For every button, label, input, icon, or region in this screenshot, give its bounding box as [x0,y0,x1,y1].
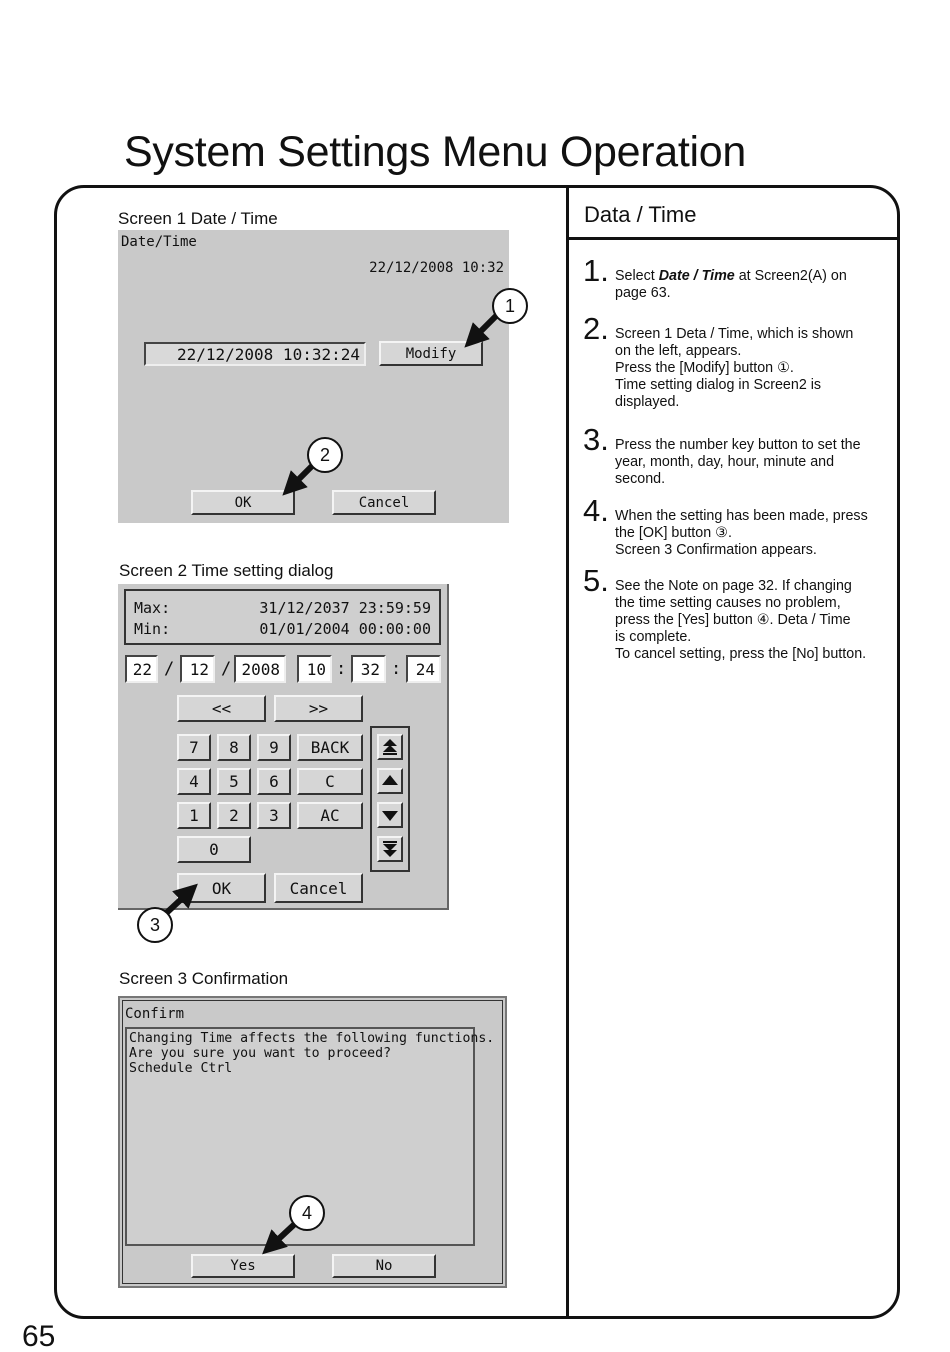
section-heading: Data / Time [584,202,697,227]
max-value: 31/12/2037 23:59:59 [259,599,431,617]
step-line: page 63. [615,285,671,301]
step-line: displayed. [615,394,680,410]
step-text [615,268,887,302]
hour-field[interactable]: 10 [297,655,332,683]
step-text [615,578,887,663]
step-number: 1. [583,253,609,288]
callout-3: 3 [137,907,173,943]
minute-field[interactable]: 32 [351,655,386,683]
month-field[interactable]: 12 [180,655,215,683]
yes-button[interactable]: Yes [191,1254,295,1278]
step-line: is complete. [615,629,692,645]
key-5-button[interactable]: 5 [217,768,251,795]
time-separator: : [391,659,402,679]
message-line: Changing Time affects the following functions. [129,1031,495,1046]
day-field[interactable]: 22 [125,655,158,683]
cancel-button[interactable]: Cancel [274,873,363,903]
screen1-title: Date/Time [121,234,197,250]
all-clear-button[interactable]: AC [297,802,363,829]
min-value: 01/01/2004 00:00:00 [259,620,431,638]
screen3-caption: Screen 3 Confirmation [119,969,289,988]
step-number: 2. [583,311,609,346]
min-label: Min: [134,620,171,638]
ok-button[interactable]: OK [177,873,266,903]
max-label: Max: [134,599,171,617]
key-7-button[interactable]: 7 [177,734,211,761]
step-text [615,326,887,411]
step-line: To cancel setting, press the [No] button. [615,646,867,662]
step-line: the [OK] button ③. [615,525,732,541]
step-text-part: at Screen2(A) on [734,268,847,284]
message-line: Schedule Ctrl [129,1061,233,1076]
key-6-button[interactable]: 6 [257,768,291,795]
step-number: 5. [583,563,609,598]
year-field[interactable]: 2008 [234,655,286,683]
step-emphasis: Date / Time [658,268,735,284]
step-line: When the setting has been made, press [615,508,868,524]
key-9-button[interactable]: 9 [257,734,291,761]
modify-button[interactable]: Modify [379,341,483,366]
step-text-part: Select [615,268,659,284]
step-line: Time setting dialog in Screen2 is [615,377,822,393]
step-line: Press the [Modify] button ①. [615,360,794,376]
key-2-button[interactable]: 2 [217,802,251,829]
back-button[interactable]: BACK [297,734,363,761]
step-line: Screen 1 Deta / Time, which is shown [615,326,854,342]
callout-4: 4 [289,1195,325,1231]
screen3-title: Confirm [125,1006,185,1022]
step-number: 3. [583,422,609,457]
screen2-caption: Screen 2 Time setting dialog [119,561,334,580]
page-title: System Settings Menu Operation [124,128,746,176]
clear-button[interactable]: C [297,768,363,795]
page-number: 65 [22,1320,56,1352]
no-button[interactable]: No [332,1254,436,1278]
date-separator: / [164,659,175,679]
step-line: See the Note on page 32. If changing [615,578,852,594]
step-number: 4. [583,493,609,528]
next-field-button[interactable]: >> [274,695,363,722]
datetime-field-value: 22/12/2008 10:32:24 [176,344,360,364]
second-field[interactable]: 24 [406,655,441,683]
key-4-button[interactable]: 4 [177,768,211,795]
callout-2: 2 [307,437,343,473]
screen1-caption: Screen 1 Date / Time [118,209,278,228]
key-0-button[interactable]: 0 [177,836,251,863]
time-separator: : [336,659,347,679]
date-separator: / [221,659,232,679]
message-line: Are you sure you want to proceed? [129,1046,392,1061]
step-line: the time setting causes no problem, [615,595,841,611]
step-text [615,437,887,488]
cancel-button[interactable]: Cancel [332,490,436,515]
prev-field-button[interactable]: << [177,695,266,722]
step-line: Screen 3 Confirmation appears. [615,542,817,558]
step-line: year, month, day, hour, minute and [615,454,835,470]
step-line: second. [615,471,666,487]
callout-1: 1 [492,288,528,324]
step-line: press the [Yes] button ④. Deta / Time [615,612,851,628]
step-text [615,508,887,559]
step-line: Press the number key button to set the [615,437,861,453]
ok-button[interactable]: OK [191,490,295,515]
key-1-button[interactable]: 1 [177,802,211,829]
step-line: on the left, appears. [615,343,742,359]
key-3-button[interactable]: 3 [257,802,291,829]
key-8-button[interactable]: 8 [217,734,251,761]
current-datetime: 22/12/2008 10:32 [369,260,504,276]
